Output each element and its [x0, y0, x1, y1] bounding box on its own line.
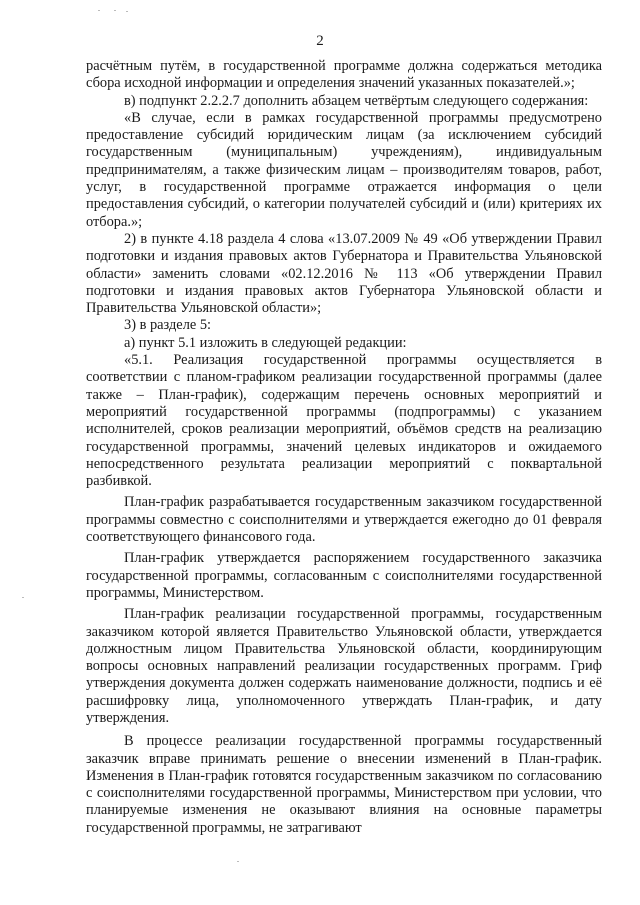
- paragraph-plan-approval: План-график утверждается распоряжением государственного заказчика государственной программы, согласованным с соисполнителями государственной программы, Министерством.: [86, 550, 602, 601]
- paragraph-subsidies-quote: «В случае, если в рамках государственной программы предусмотрено предоставление субсидий юридическим лицам (за исключением субсидий государственным (муниципальным) учреждениям), индивидуальным предпринимателям, а также физическим лицам – производителям товаров, работ, услуг, в государственной программе отражается информация о цели предоставления субсидий, о категории получателей субсидий и (или) критериях их отбора.»;: [86, 109, 602, 230]
- scan-speck: [98, 10, 100, 11]
- paragraph-plan-development: План-график разрабатывается государственным заказчиком государственной программы совместно с соисполнителями и утверждается ежегодно до 01 февраля соответствующего финансового года.: [86, 494, 602, 546]
- paragraph-item-3: 3) в разделе 5:: [124, 317, 212, 334]
- scan-speck: [114, 10, 116, 11]
- paragraph-item-2: 2) в пункте 4.18 раздела 4 слова «13.07.2009 № 49 «Об утверждении Правил подготовки и издания правовых актов Губернатора и Правительства Ульяновской области» заменить словами «02.12.2016 № 113 «Об утверждении Правил подготовки и издания правовых актов Губернатора Ульяновской области и Правительства Ульяновской области»;: [86, 230, 602, 317]
- scan-speck: [22, 597, 24, 598]
- paragraph-5-1: «5.1. Реализация государственной программы осуществляется в соответствии с планом-графиком реализации государственной программы (далее также – План-график), содержащим перечень основных мероприятий и мероприятий государственной программы (подпрограммы) с указанием исполнителей, сроков реализации мероприятий, объёмов средств на реализацию государственной программы, значений целевых индикаторов и ожидаемого непосредственного результата реализации мероприятий с поквартальной разбивкой.: [86, 352, 602, 490]
- paragraph-plan-changes: В процессе реализации государственной программы государственный заказчик вправе принимать решение о внесении изменений в План-график. Изменения в План-график готовятся государственным заказчиком по согласованию с соисполнителями государственной программы, Министерством при условии, что планируемые изменения не оказывают влияния на основные параметры государственной программы, не затрагивают: [86, 733, 602, 836]
- paragraph-plan-government: План-график реализации государственной программы, государственным заказчиком которой является Правительство Ульяновской области, утверждается должностным лицом Правительства Ульяновской области, координирующим вопросы основных направлений реализации государственных программ. Гриф утверждения документа должен содержать наименование должности, подпись и её расшифровку лица, уполномоченного утверждать План-график, и дату утверждения.: [86, 606, 602, 726]
- paragraph-continuation: расчётным путём, в государственной программе должна содержаться методика сбора исходной информации и определения значений указанных показателей.»;: [86, 58, 602, 92]
- scan-speck: [126, 11, 128, 12]
- scan-speck: [237, 861, 239, 862]
- paragraph-subitem-v: в) подпункт 2.2.2.7 дополнить абзацем четвёртым следующего содержания:: [124, 92, 589, 109]
- page-number: 2: [316, 33, 324, 49]
- paragraph-subitem-a: а) пункт 5.1 изложить в следующей редакции:: [124, 334, 407, 351]
- document-body: [86, 58, 602, 837]
